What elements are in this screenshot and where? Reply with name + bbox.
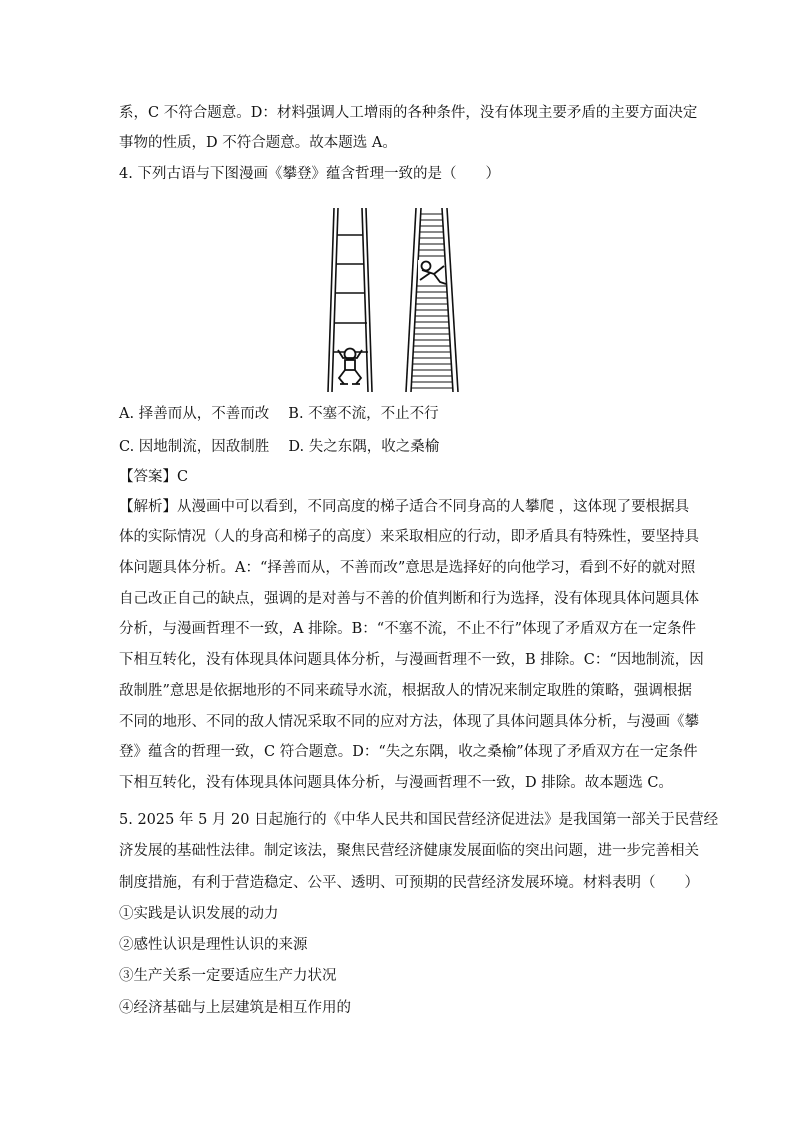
answer-line: 【答案】C bbox=[119, 469, 189, 485]
short-climber-figure bbox=[338, 349, 362, 385]
right-ladder-rungs bbox=[411, 214, 453, 388]
ladder-comic-illustration bbox=[320, 200, 470, 400]
option-line-cd: C. 因地制流，因敌制胜 D. 失之东隅，收之桑榆 bbox=[119, 439, 440, 455]
analysis-line: 体问题具体分析。A：“择善而从，不善而改”意思是选择好的向他学习，看到不好的就对照 bbox=[119, 560, 696, 576]
question-5-stem: 5. 2025 年 5 月 20 日起施行的《中华人民共和国民营经济促进法》是我国第一部关于民营经 bbox=[119, 812, 719, 828]
statement-4: ④经济基础与上层建筑是相互作用的 bbox=[119, 1000, 351, 1016]
statement-3: ③生产关系一定要适应生产力状况 bbox=[119, 968, 337, 984]
analysis-line: 敌制胜”意思是依据地形的不同来疏导水流，根据敌人的情况来制定取胜的策略，强调根据 bbox=[119, 683, 692, 699]
analysis-line: 下相互转化，没有体现具体问题具体分析，与漫画哲理不一致，D 排除。故本题选 C。 bbox=[119, 775, 673, 791]
question-5-stem: 制度措施，有利于营造稳定、公平、透明、可预期的民营经济发展环境。材料表明（ ） bbox=[119, 875, 699, 891]
analysis-line: 体的实际情况（人的身高和梯子的高度）来采取相应的行动，即矛盾具有特殊性，要坚持具 bbox=[119, 529, 699, 545]
question-5-stem: 济发展的基础性法律。制定该法，聚焦民营经济健康发展面临的突出问题，进一步完善相关 bbox=[119, 843, 699, 859]
analysis-line: 分析，与漫画哲理不一致，A 排除。B：“不塞不流，不止不行”体现了矛盾双方在一定条件 bbox=[119, 621, 697, 637]
analysis-line: 登》蕴含的哲理一致，C 符合题意。D：“失之东隅，收之桑榆”体现了矛盾双方在一定条件 bbox=[119, 744, 698, 760]
statement-2: ②感性认识是理性认识的来源 bbox=[119, 937, 308, 953]
statement-1: ①实践是认识发展的动力 bbox=[119, 906, 279, 922]
tall-climber-figure bbox=[418, 260, 446, 284]
analysis-line: 下相互转化，没有体现具体问题具体分析，与漫画哲理不一致，B 排除。C：“因地制流，因 bbox=[119, 652, 704, 668]
text-line: 系，C 不符合题意。D：材料强调人工增雨的各种条件，没有体现主要矛盾的主要方面决定 bbox=[119, 105, 698, 121]
option-line-ab: A. 择善而从，不善而改 B. 不塞不流，不止不行 bbox=[119, 406, 439, 422]
question-4-stem: 4. 下列古语与下图漫画《攀登》蕴含哲理一致的是（ ） bbox=[119, 166, 500, 182]
text-line: 事物的性质，D 不符合题意。故本题选 A。 bbox=[119, 135, 397, 151]
analysis-line: 【解析】从漫画中可以看到，不同高度的梯子适合不同身高的人攀爬 ，这体现了要根据具 bbox=[119, 499, 690, 515]
analysis-line: 自己改正自己的缺点，强调的是对善与不善的价值判断和行为选择，没有体现具体问题具体 bbox=[119, 591, 699, 607]
analysis-line: 不同的地形、不同的敌人情况采取不同的应对方法，体现了具体问题具体分析，与漫画《攀 bbox=[119, 714, 699, 730]
